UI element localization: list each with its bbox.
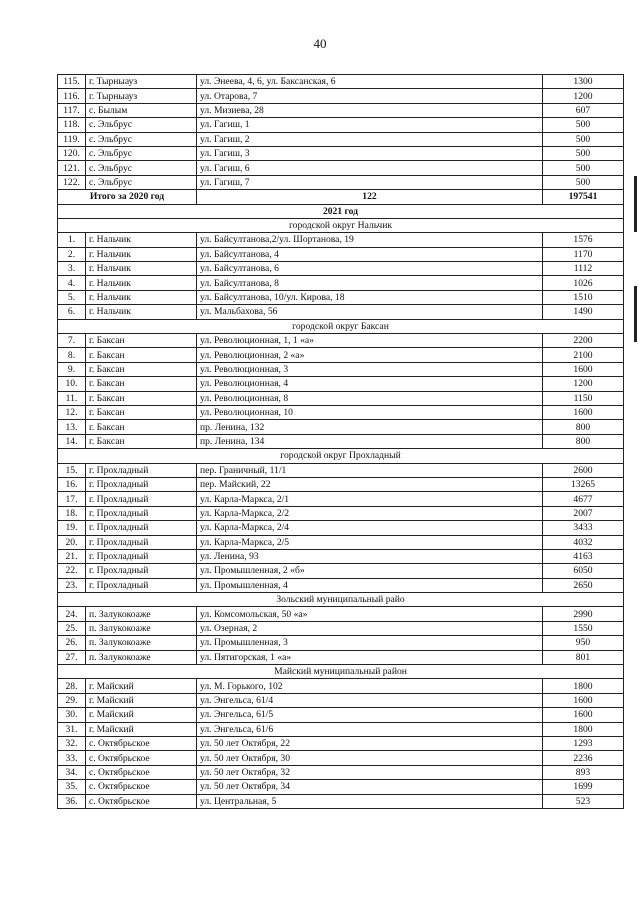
locality-cell: с. Октябрьское [86,780,197,794]
value-cell: 1150 [543,391,624,405]
locality-cell: г. Нальчик [86,276,197,290]
table-row [58,679,624,693]
table-row [58,621,624,635]
page-number: 40 [313,36,327,51]
locality-cell: г. Нальчик [86,305,197,319]
address-cell: пер. Граничный, 11/1 [197,463,543,477]
locality-cell: г. Баксан [86,405,197,419]
address-cell: пр. Ленина, 134 [197,434,543,448]
table-row [58,89,624,103]
row-number-cell: 36. [58,794,86,808]
section-header-row [58,665,624,679]
row-number-cell: 18. [58,506,86,520]
value-cell: 800 [543,434,624,448]
address-cell: ул. Ленина, 93 [197,549,543,563]
row-number-cell: 8. [58,348,86,362]
total-count-cell: 122 [197,190,543,204]
address-cell: ул. Гагиш, 3 [197,146,543,160]
address-cell: ул. 50 лет Октября, 34 [197,780,543,794]
value-cell: 1490 [543,305,624,319]
row-number-cell: 10. [58,377,86,391]
row-number-cell: 15. [58,463,86,477]
value-cell: 13265 [543,477,624,491]
address-cell: ул. Революционная, 2 «а» [197,348,543,362]
row-number-cell: 9. [58,362,86,376]
locality-cell: с. Эльбрус [86,132,197,146]
value-cell: 1576 [543,233,624,247]
locality-cell: с. Эльбрус [86,118,197,132]
value-cell: 500 [543,146,624,160]
address-cell: ул. Байсултанова, 8 [197,276,543,290]
value-cell: 2650 [543,578,624,592]
address-cell: ул. Гагиш, 6 [197,161,543,175]
row-number-cell: 35. [58,780,86,794]
section-header-row [58,218,624,232]
value-cell: 1510 [543,290,624,304]
table-row [58,420,624,434]
address-cell: пр. Ленина, 132 [197,420,543,434]
locality-cell: с. Октябрьское [86,765,197,779]
row-number-cell: 2. [58,247,86,261]
locality-cell: г. Баксан [86,348,197,362]
row-number-cell: 34. [58,765,86,779]
locality-cell: г. Прохладный [86,549,197,563]
value-cell: 1550 [543,621,624,635]
row-number-cell: 3. [58,262,86,276]
address-cell: ул. Промышленная, 2 «б» [197,564,543,578]
locality-cell: г. Прохладный [86,521,197,535]
address-cell: ул. Революционная, 4 [197,377,543,391]
total-label-cell: Итого за 2020 год [58,190,197,204]
address-cell: ул. Революционная, 3 [197,362,543,376]
locality-cell: п. Залукокоаже [86,607,197,621]
address-cell: ул. Карла-Маркса, 2/2 [197,506,543,520]
section-header-row [58,593,624,607]
scan-edge-mark [634,176,637,232]
row-number-cell: 16. [58,477,86,491]
row-number-cell: 120. [58,146,86,160]
value-cell: 607 [543,103,624,117]
row-number-cell: 119. [58,132,86,146]
row-number-cell: 115. [58,75,86,89]
table-row [58,477,624,491]
row-number-cell: 4. [58,276,86,290]
locality-cell: г. Баксан [86,334,197,348]
row-number-cell: 122. [58,175,86,189]
value-cell: 1699 [543,780,624,794]
row-number-cell: 116. [58,89,86,103]
value-cell: 1600 [543,708,624,722]
value-cell: 1600 [543,693,624,707]
value-cell: 4032 [543,535,624,549]
address-cell: ул. Байсултанова, 10/ул. Кирова, 18 [197,290,543,304]
value-cell: 500 [543,118,624,132]
locality-cell: п. Залукокоаже [86,636,197,650]
locality-cell: г. Майский [86,679,197,693]
address-cell: ул. Карла-Маркса, 2/4 [197,521,543,535]
value-cell: 1600 [543,362,624,376]
value-cell: 1200 [543,89,624,103]
locality-cell: г. Тырныауз [86,75,197,89]
value-cell: 3433 [543,521,624,535]
locality-cell: с. Октябрьское [86,736,197,750]
row-number-cell: 27. [58,650,86,664]
locality-cell: г. Прохладный [86,506,197,520]
locality-cell: г. Прохладный [86,492,197,506]
value-cell: 500 [543,161,624,175]
address-cell: ул. Отарова, 7 [197,89,543,103]
row-number-cell: 19. [58,521,86,535]
table-row [58,549,624,563]
value-cell: 1293 [543,736,624,750]
table-row [58,377,624,391]
locality-cell: г. Баксан [86,377,197,391]
row-number-cell: 121. [58,161,86,175]
value-cell: 4163 [543,549,624,563]
locality-cell: г. Прохладный [86,477,197,491]
register-table [57,74,624,809]
table-row [58,506,624,520]
locality-cell: г. Баксан [86,391,197,405]
total-row [58,190,624,204]
address-cell: ул. Гагиш, 7 [197,175,543,189]
locality-cell: г. Майский [86,722,197,736]
address-cell: ул. Байсултанова,2/ул. Шортанова, 19 [197,233,543,247]
table-row [58,535,624,549]
address-cell: ул. 50 лет Октября, 22 [197,736,543,750]
table-row [58,780,624,794]
address-cell: ул. Карла-Маркса, 2/5 [197,535,543,549]
value-cell: 2100 [543,348,624,362]
value-cell: 1200 [543,377,624,391]
locality-cell: с. Эльбрус [86,175,197,189]
table-row [58,765,624,779]
locality-cell: с. Эльбрус [86,146,197,160]
locality-cell: г. Прохладный [86,578,197,592]
address-cell: ул. Гагиш, 2 [197,132,543,146]
value-cell: 1600 [543,405,624,419]
value-cell: 1800 [543,722,624,736]
section-header-row [58,319,624,333]
row-number-cell: 23. [58,578,86,592]
year-header-cell: 2021 год [58,204,624,218]
value-cell: 893 [543,765,624,779]
row-number-cell: 30. [58,708,86,722]
value-cell: 2600 [543,463,624,477]
address-cell: ул. Мальбахова, 56 [197,305,543,319]
row-number-cell: 6. [58,305,86,319]
table-row [58,247,624,261]
row-number-cell: 32. [58,736,86,750]
locality-cell: г. Прохладный [86,564,197,578]
value-cell: 2990 [543,607,624,621]
table-row [58,578,624,592]
address-cell: ул. Энгельса, 61/6 [197,722,543,736]
table-row [58,118,624,132]
locality-cell: г. Баксан [86,420,197,434]
value-cell: 500 [543,132,624,146]
value-cell: 523 [543,794,624,808]
address-cell: ул. Революционная, 8 [197,391,543,405]
row-number-cell: 25. [58,621,86,635]
row-number-cell: 28. [58,679,86,693]
table-row [58,175,624,189]
table-row [58,233,624,247]
table-row [58,348,624,362]
locality-cell: п. Залукокоаже [86,650,197,664]
table-row [58,276,624,290]
address-cell: ул. Революционная, 10 [197,405,543,419]
address-cell: ул. Карла-Маркса, 2/1 [197,492,543,506]
table-row [58,262,624,276]
value-cell: 950 [543,636,624,650]
address-cell: пер. Майский, 22 [197,477,543,491]
address-cell: ул. Энгельса, 61/5 [197,708,543,722]
locality-cell: г. Нальчик [86,290,197,304]
row-number-cell: 14. [58,434,86,448]
locality-cell: с. Былым [86,103,197,117]
section-header-cell: городской округ Баксан [58,319,624,333]
table-row [58,132,624,146]
address-cell: ул. Промышленная, 3 [197,636,543,650]
row-number-cell: 31. [58,722,86,736]
value-cell: 500 [543,175,624,189]
address-cell: ул. Энеева, 4, 6, ул. Баксанская, 6 [197,75,543,89]
table-row [58,492,624,506]
table-row [58,146,624,160]
table-row [58,161,624,175]
locality-cell: с. Октябрьское [86,794,197,808]
table-row [58,636,624,650]
table-row [58,290,624,304]
locality-cell: г. Нальчик [86,233,197,247]
address-cell: ул. Байсултанова, 6 [197,262,543,276]
table-row [58,794,624,808]
total-value-cell: 197541 [543,190,624,204]
value-cell: 2236 [543,751,624,765]
value-cell: 1026 [543,276,624,290]
table-row [58,362,624,376]
row-number-cell: 7. [58,334,86,348]
address-cell: ул. Гагиш, 1 [197,118,543,132]
row-number-cell: 22. [58,564,86,578]
locality-cell: г. Прохладный [86,535,197,549]
locality-cell: п. Залукокоаже [86,621,197,635]
row-number-cell: 13. [58,420,86,434]
address-cell: ул. Пятигорская, 1 «а» [197,650,543,664]
scan-edge-mark [634,286,637,342]
value-cell: 1170 [543,247,624,261]
row-number-cell: 20. [58,535,86,549]
table-row [58,650,624,664]
table-row [58,751,624,765]
table-row [58,334,624,348]
row-number-cell: 17. [58,492,86,506]
table-row [58,103,624,117]
locality-cell: с. Эльбрус [86,161,197,175]
address-cell: ул. Мизиева, 28 [197,103,543,117]
address-cell: ул. Озерная, 2 [197,621,543,635]
value-cell: 801 [543,650,624,664]
year-header-row [58,204,624,218]
locality-cell: с. Октябрьское [86,751,197,765]
row-number-cell: 117. [58,103,86,117]
table-row [58,305,624,319]
section-header-cell: городской округ Нальчик [58,218,624,232]
table-row [58,693,624,707]
row-number-cell: 12. [58,405,86,419]
row-number-cell: 1. [58,233,86,247]
locality-cell: г. Нальчик [86,262,197,276]
table-row [58,564,624,578]
value-cell: 6050 [543,564,624,578]
row-number-cell: 33. [58,751,86,765]
table-row [58,463,624,477]
address-cell: ул. Революционная, 1, 1 «а» [197,334,543,348]
row-number-cell: 26. [58,636,86,650]
value-cell: 1112 [543,262,624,276]
row-number-cell: 29. [58,693,86,707]
row-number-cell: 24. [58,607,86,621]
table-row [58,434,624,448]
locality-cell: г. Баксан [86,362,197,376]
table-row [58,708,624,722]
value-cell: 1300 [543,75,624,89]
address-cell: ул. Промышленная, 4 [197,578,543,592]
section-header-cell: Зольский муниципальный райо [58,593,624,607]
value-cell: 2007 [543,506,624,520]
value-cell: 2200 [543,334,624,348]
locality-cell: г. Нальчик [86,247,197,261]
address-cell: ул. Центральная, 5 [197,794,543,808]
address-cell: ул. Байсултанова, 4 [197,247,543,261]
table-row [58,391,624,405]
value-cell: 4677 [543,492,624,506]
locality-cell: г. Майский [86,693,197,707]
section-header-row [58,449,624,463]
row-number-cell: 5. [58,290,86,304]
address-cell: ул. Энгельса, 61/4 [197,693,543,707]
table-row [58,607,624,621]
table-row [58,75,624,89]
address-cell: ул. М. Горького, 102 [197,679,543,693]
register-table-body [58,75,624,809]
value-cell: 1800 [543,679,624,693]
table-row [58,722,624,736]
address-cell: ул. Комсомольская, 50 «а» [197,607,543,621]
table-row [58,405,624,419]
row-number-cell: 118. [58,118,86,132]
row-number-cell: 21. [58,549,86,563]
locality-cell: г. Майский [86,708,197,722]
address-cell: ул. 50 лет Октября, 30 [197,751,543,765]
section-header-cell: Майский муниципальный район [58,665,624,679]
table-row [58,521,624,535]
section-header-cell: городской округ Прохладный [58,449,624,463]
address-cell: ул. 50 лет Октября, 32 [197,765,543,779]
locality-cell: г. Тырныауз [86,89,197,103]
row-number-cell: 11. [58,391,86,405]
value-cell: 800 [543,420,624,434]
locality-cell: г. Прохладный [86,463,197,477]
table-row [58,736,624,750]
locality-cell: г. Баксан [86,434,197,448]
